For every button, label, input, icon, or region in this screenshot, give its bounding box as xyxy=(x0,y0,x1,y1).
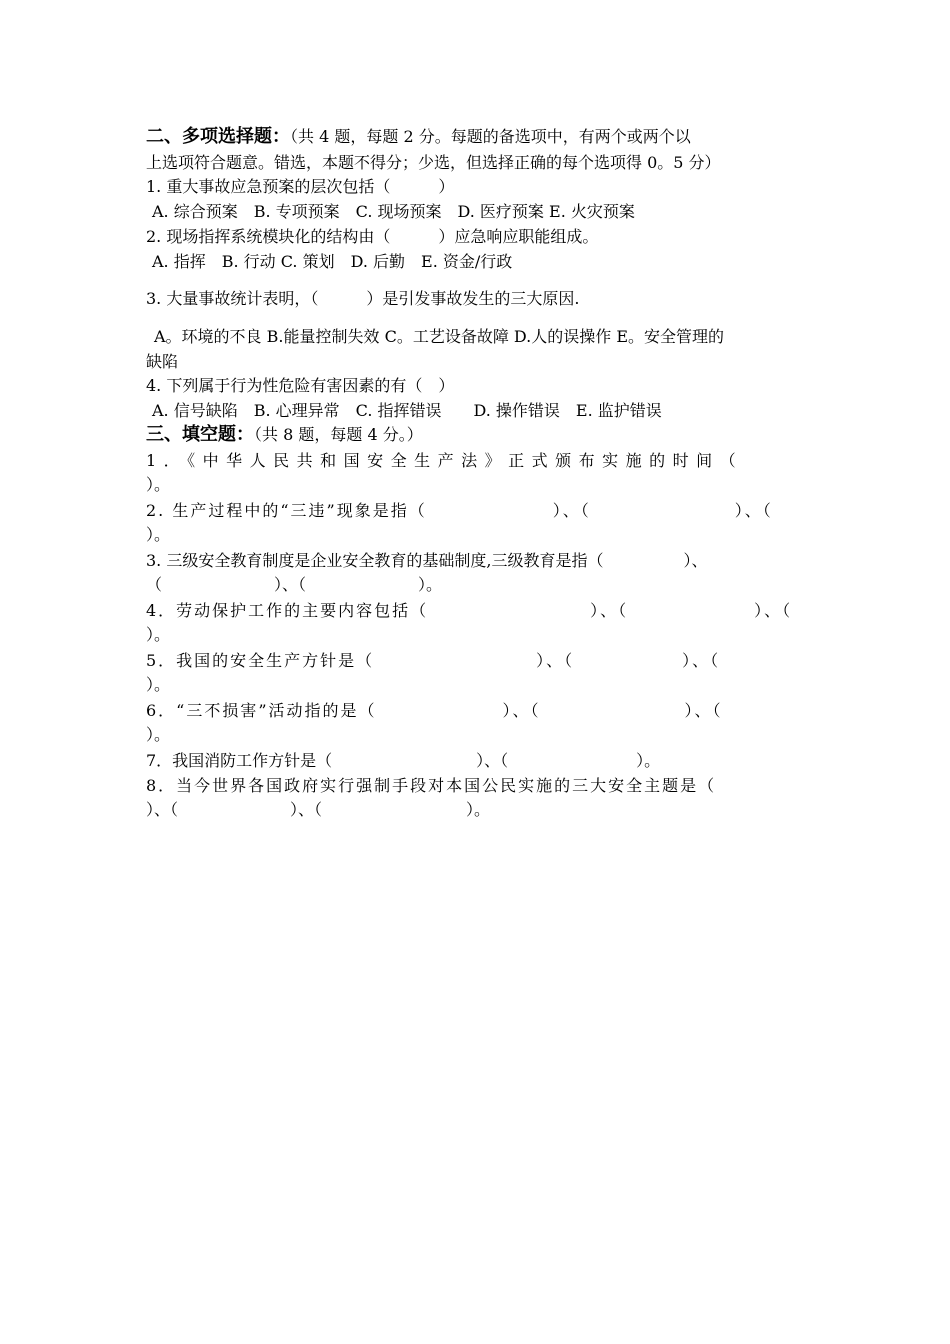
fill-2-line-1: 2. 生产过程中的“三违”现象是指（ ）、（ ）、（ xyxy=(146,501,773,520)
fill-8-line-2: ）、（ ）、（ ）。 xyxy=(146,800,491,819)
q3-text: 3. 大量事故统计表明，（ ）是引发事故发生的三大原因. xyxy=(146,289,580,308)
fill-3-line-1: 3. 三级安全教育制度是企业安全教育的基础制度,三级教育是指（ ）、 xyxy=(146,551,708,570)
q4-options: A. 信号缺陷 B. 心理异常 C. 指挥错误 D. 操作错误 E. 监护错误 xyxy=(152,401,662,420)
q2-text: 2. 现场指挥系统模块化的结构由（ ）应急响应职能组成。 xyxy=(146,227,599,246)
section3-header xyxy=(146,424,423,446)
q4-text: 4. 下列属于行为性危险有害因素的有（ ） xyxy=(146,376,455,395)
fill-8-line-1: 8．当今世界各国政府实行强制手段对本国公民实施的三大安全主题是（ xyxy=(146,776,717,795)
section2-heading: 二、多项选择题： xyxy=(146,126,290,147)
fill-3-line-2: （ ）、（ ）。 xyxy=(146,575,443,594)
fill-2-line-2: ）。 xyxy=(146,525,171,544)
fill-4-line-2: ）。 xyxy=(146,625,171,644)
q2-options: A. 指挥 B. 行动 C. 策划 D. 后勤 E. 资金/行政 xyxy=(152,252,513,271)
fill-1-line-2: ）。 xyxy=(146,475,171,494)
fill-5-line-1: 5．我国的安全生产方针是（ ）、（ ）、（ xyxy=(146,651,721,670)
q3-options-2: 缺陷 xyxy=(146,352,179,371)
q1-options: A. 综合预案 B. 专项预案 C. 现场预案 D. 医疗预案 E. 火灾预案 xyxy=(152,202,635,221)
section2-instruction-2: 上选项符合题意。错选，本题不得分；少选，但选择正确的每个选项得 0。5 分） xyxy=(146,153,721,172)
fill-6-line-1: 6．“三不损害”活动指的是（ ）、（ ）、（ xyxy=(146,701,723,720)
fill-6-line-2: ）。 xyxy=(146,725,171,744)
fill-7-line-1: 7．我国消防工作方针是（ ）、（ ）。 xyxy=(146,751,661,770)
section2-header xyxy=(146,126,691,148)
section3-heading: 三、填空题： xyxy=(146,424,254,445)
q1-text: 1. 重大事故应急预案的层次包括（ ） xyxy=(146,177,455,196)
section3-instruction: （共 8 题，每题 4 分。） xyxy=(254,425,423,444)
q3-options-1: A。环境的不良 B.能量控制失效 C。工艺设备故障 D.人的误操作 E。安全管理的 xyxy=(154,327,725,346)
fill-4-line-1: 4．劳动保护工作的主要内容包括（ ）、（ ）、（ xyxy=(146,601,793,620)
fill-1-line-1: 1．《中华人民共和国安全生产法》正式颁布实施的时间（ xyxy=(146,451,744,470)
fill-5-line-2: ）。 xyxy=(146,675,171,694)
section2-instruction-1: （共 4 题，每题 2 分。每题的备选项中，有两个或两个以 xyxy=(290,127,691,146)
